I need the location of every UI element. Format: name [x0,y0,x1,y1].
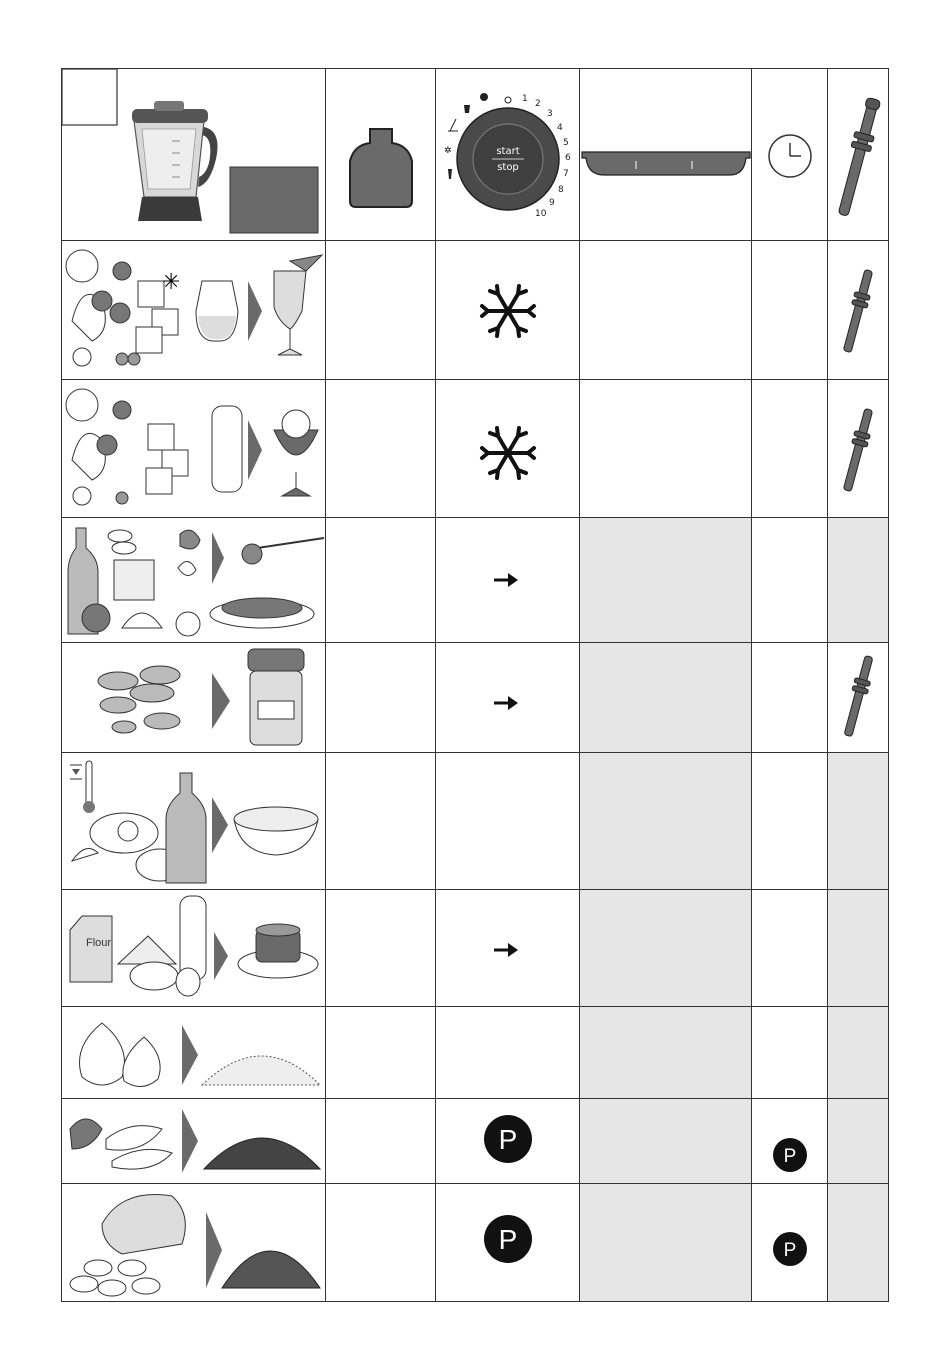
row-pancake-program [436,890,580,1007]
svg-text:P: P [783,1240,797,1261]
tamper-icon [828,241,888,379]
row-pancake-illustration [62,890,326,1007]
svg-text:10: 10 [535,209,547,219]
svg-text:8: 8 [558,185,564,195]
svg-text:6: 6 [565,153,571,163]
row-ice-cream-program [436,380,580,518]
header-appliance-cell [62,69,326,241]
row-breadcrumbs-time [752,1184,828,1302]
svg-text:7: 7 [563,169,569,179]
row-herbs-program [436,1099,580,1184]
row-peanut-butter-illustration [62,643,326,753]
start-label: start [496,146,520,157]
pulse-small-icon [480,93,488,101]
arrow-icon [436,518,579,642]
header-tray-cell [580,69,752,241]
dark-panel [230,167,318,233]
row-peanut-butter-program [436,643,580,753]
knife-small-icon [448,119,458,131]
arrow-icon [436,643,579,752]
header-accessory-cell [828,69,889,241]
tamper-icon [828,643,888,752]
row-mayonnaise-illustration [62,753,326,890]
row-breadcrumbs-illustration [62,1184,326,1302]
svg-text:4: 4 [557,123,563,133]
tray-icon [580,69,751,240]
row-onion-illustration [62,1007,326,1099]
row-pesto-program [436,518,580,643]
thermo-small-icon [448,169,452,179]
svg-text:P: P [498,1224,518,1255]
pulse-icon [752,1099,827,1183]
snowflake-icon [436,241,579,379]
row-smoothie-program [436,241,580,380]
row-breadcrumbs-program [436,1184,580,1302]
svg-text:P: P [783,1146,797,1167]
tamper-icon [828,69,888,240]
pulse-icon [436,1099,579,1183]
row-ice-cream-accessory [828,380,889,518]
svg-text:2: 2 [535,99,541,109]
empty-label-box [62,69,117,125]
weight-icon [326,69,435,240]
snowflake-small-icon: ✲ [444,146,452,156]
snowflake-icon: ✳ [162,270,181,295]
snowflake-icon [436,380,579,517]
program-dial [436,69,579,240]
header-weight-cell [326,69,436,241]
stop-label: stop [497,162,519,173]
clock-icon [752,69,827,240]
arrow-icon [436,890,579,1006]
row-ice-cream-illustration [62,380,326,518]
row-smoothie-accessory [828,241,889,380]
pulse-icon [752,1184,827,1301]
svg-text:3: 3 [547,109,553,119]
blender-illustration [62,69,325,240]
glass-small-icon [464,105,470,113]
svg-text:9: 9 [549,198,555,208]
row-smoothie-illustration [62,241,326,380]
svg-text:5: 5 [563,138,569,148]
flour-label: Flour [86,937,112,949]
header-dial-cell [436,69,580,241]
tamper-icon [828,380,888,517]
svg-text:1: 1 [522,94,528,104]
svg-text:P: P [498,1124,518,1155]
row-peanut-butter-accessory [828,643,889,753]
row-pesto-illustration [62,518,326,643]
pulse-icon [436,1184,579,1301]
row-herbs-illustration [62,1099,326,1184]
header-timer-cell [752,69,828,241]
row-herbs-time [752,1099,828,1184]
program-table [62,69,889,1302]
